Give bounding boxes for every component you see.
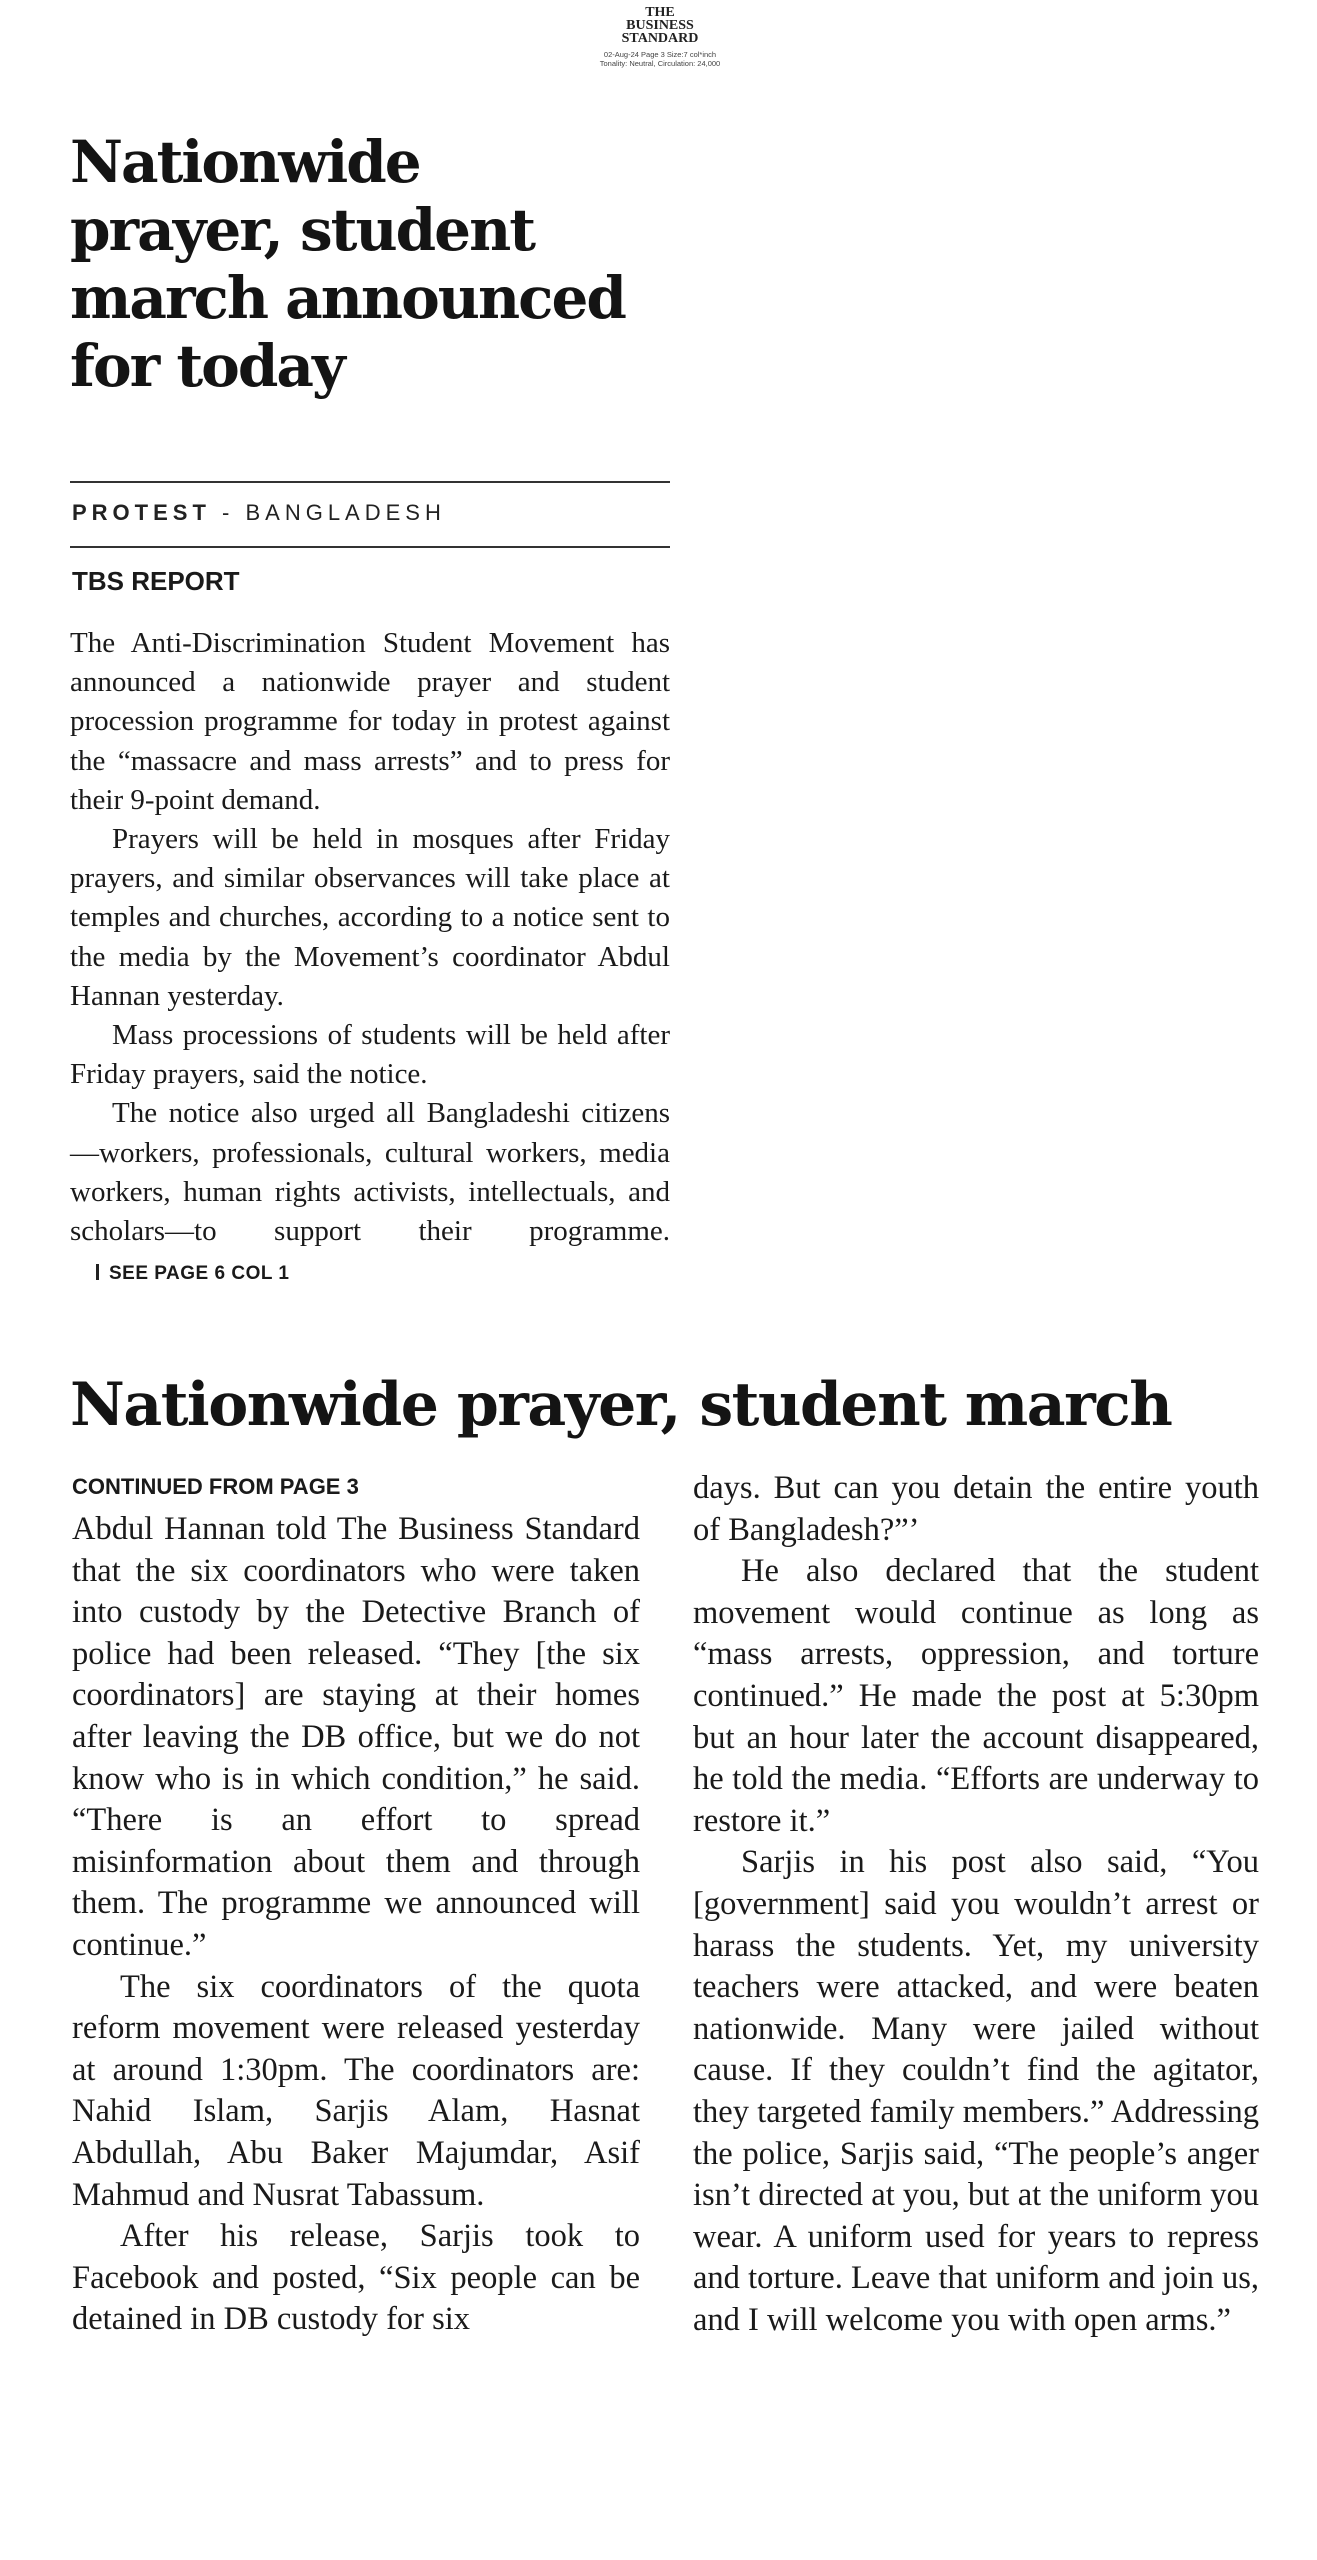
headline-line-1: Nationwide (70, 128, 420, 196)
continued-from-label: CONTINUED FROM PAGE 3 (72, 1474, 359, 1499)
article-paragraph: Mass processions of students will be held after Friday prayers, said the notice. (70, 1019, 670, 1091)
column-paragraph: He also declared that the student movement would continue as long as “mass arrests, oppression, and torture continued.” He made the post at 5:30pm but an hour later the account disappeared, he told the media. “Efforts are underway to restore it.” (693, 1553, 1259, 1839)
headline-line-2: prayer, student (70, 196, 535, 264)
logo-line-3: STANDARD (621, 31, 699, 46)
headline-line-4: for today (70, 332, 344, 400)
jump-bar (96, 1264, 99, 1280)
left-column (72, 1509, 640, 2341)
logo-line-2: BUSINESS (626, 18, 694, 33)
logo-line-1: THE (645, 5, 675, 20)
kicker-top-rule (70, 481, 670, 483)
article-paragraph-text: The notice also urged all Bangladeshi citizens—workers, professionals, cultural workers, media workers, human rights activists, intellectuals, and scholars—to support their programme. (70, 1097, 670, 1248)
kicker-bottom-rule (70, 546, 670, 548)
column-paragraph: Abdul Hannan told The Business Standard that the six coordinators who were taken into custody by the Detective Branch of police had been released. “They [the six coordinators] are staying at their homes after leaving the DB office, but we do not know who is in which condition,” he said. “There is an effort to spread misinformation about them and through them. The programme we announced will continue.” (72, 1511, 640, 1963)
article-headline (70, 128, 670, 400)
article-body (70, 624, 670, 1293)
column-paragraph: days. But can you detain the entire youth of Bangladesh?”’ (693, 1470, 1259, 1548)
column-paragraph: The six coordinators of the quota reform movement were released yesterday at around 1:30pm. The coordinators are: Nahid Islam, Sarjis Alam, Hasnat Abdullah, Abu Baker Majumdar, Asif Mahmud and Nusrat Tabassum. (72, 1968, 640, 2213)
kicker (72, 500, 672, 526)
clipping-meta-circulation: Tonality: Neutral, Circulation: 24,000 (599, 59, 721, 68)
article-paragraph: Prayers will be held in mosques after Friday prayers, and similar observances will take place at temples and churches, according to a notice sent to the media by the Movement’s coordinator Abdul Hannan yesterday. (70, 823, 670, 1012)
column-paragraph: Sarjis in his post also said, “You [government] said you wouldn’t arrest or harass the students. Yet, my university teachers were attacked, and were beaten nationwide. Many were jailed without cause. If they couldn’t find the agitator, they targeted family members.” Addressing the police, Sarjis said, “The people’s anger isn’t directed at you, but at the uniform you wear. A uniform used for years to repress and torture. Leave that uniform and join us, and I will welcome you with open arms.” (693, 1844, 1259, 2338)
kicker-location: BANGLADESH (245, 500, 446, 525)
jump-text: SEE PAGE 6 COL 1 (109, 1263, 290, 1285)
kicker-separator: - (210, 500, 246, 525)
right-column (693, 1468, 1259, 2341)
article-paragraph-last (70, 1094, 670, 1293)
continuation-headline: Nationwide prayer, student march (70, 1370, 1172, 1440)
byline: TBS REPORT (72, 566, 240, 596)
clipping-meta (560, 50, 760, 68)
article-paragraph: The Anti-Discrimination Student Movement has announced a nationwide prayer and student procession programme for today in protest against the “massacre and mass arrests” and to press for their 9-point demand. (70, 627, 670, 816)
kicker-category: PROTEST (72, 500, 211, 525)
headline-line-3: march announced (70, 264, 625, 332)
newspaper-logo (560, 6, 760, 45)
jump-line (96, 1263, 289, 1284)
column-paragraph: After his release, Sarjis took to Facebook and posted, “Six people can be detained in DB custody for six (72, 2218, 640, 2338)
clipping-meta-date: 02-Aug-24 Page 3 Size:7 col*inch (603, 50, 717, 59)
